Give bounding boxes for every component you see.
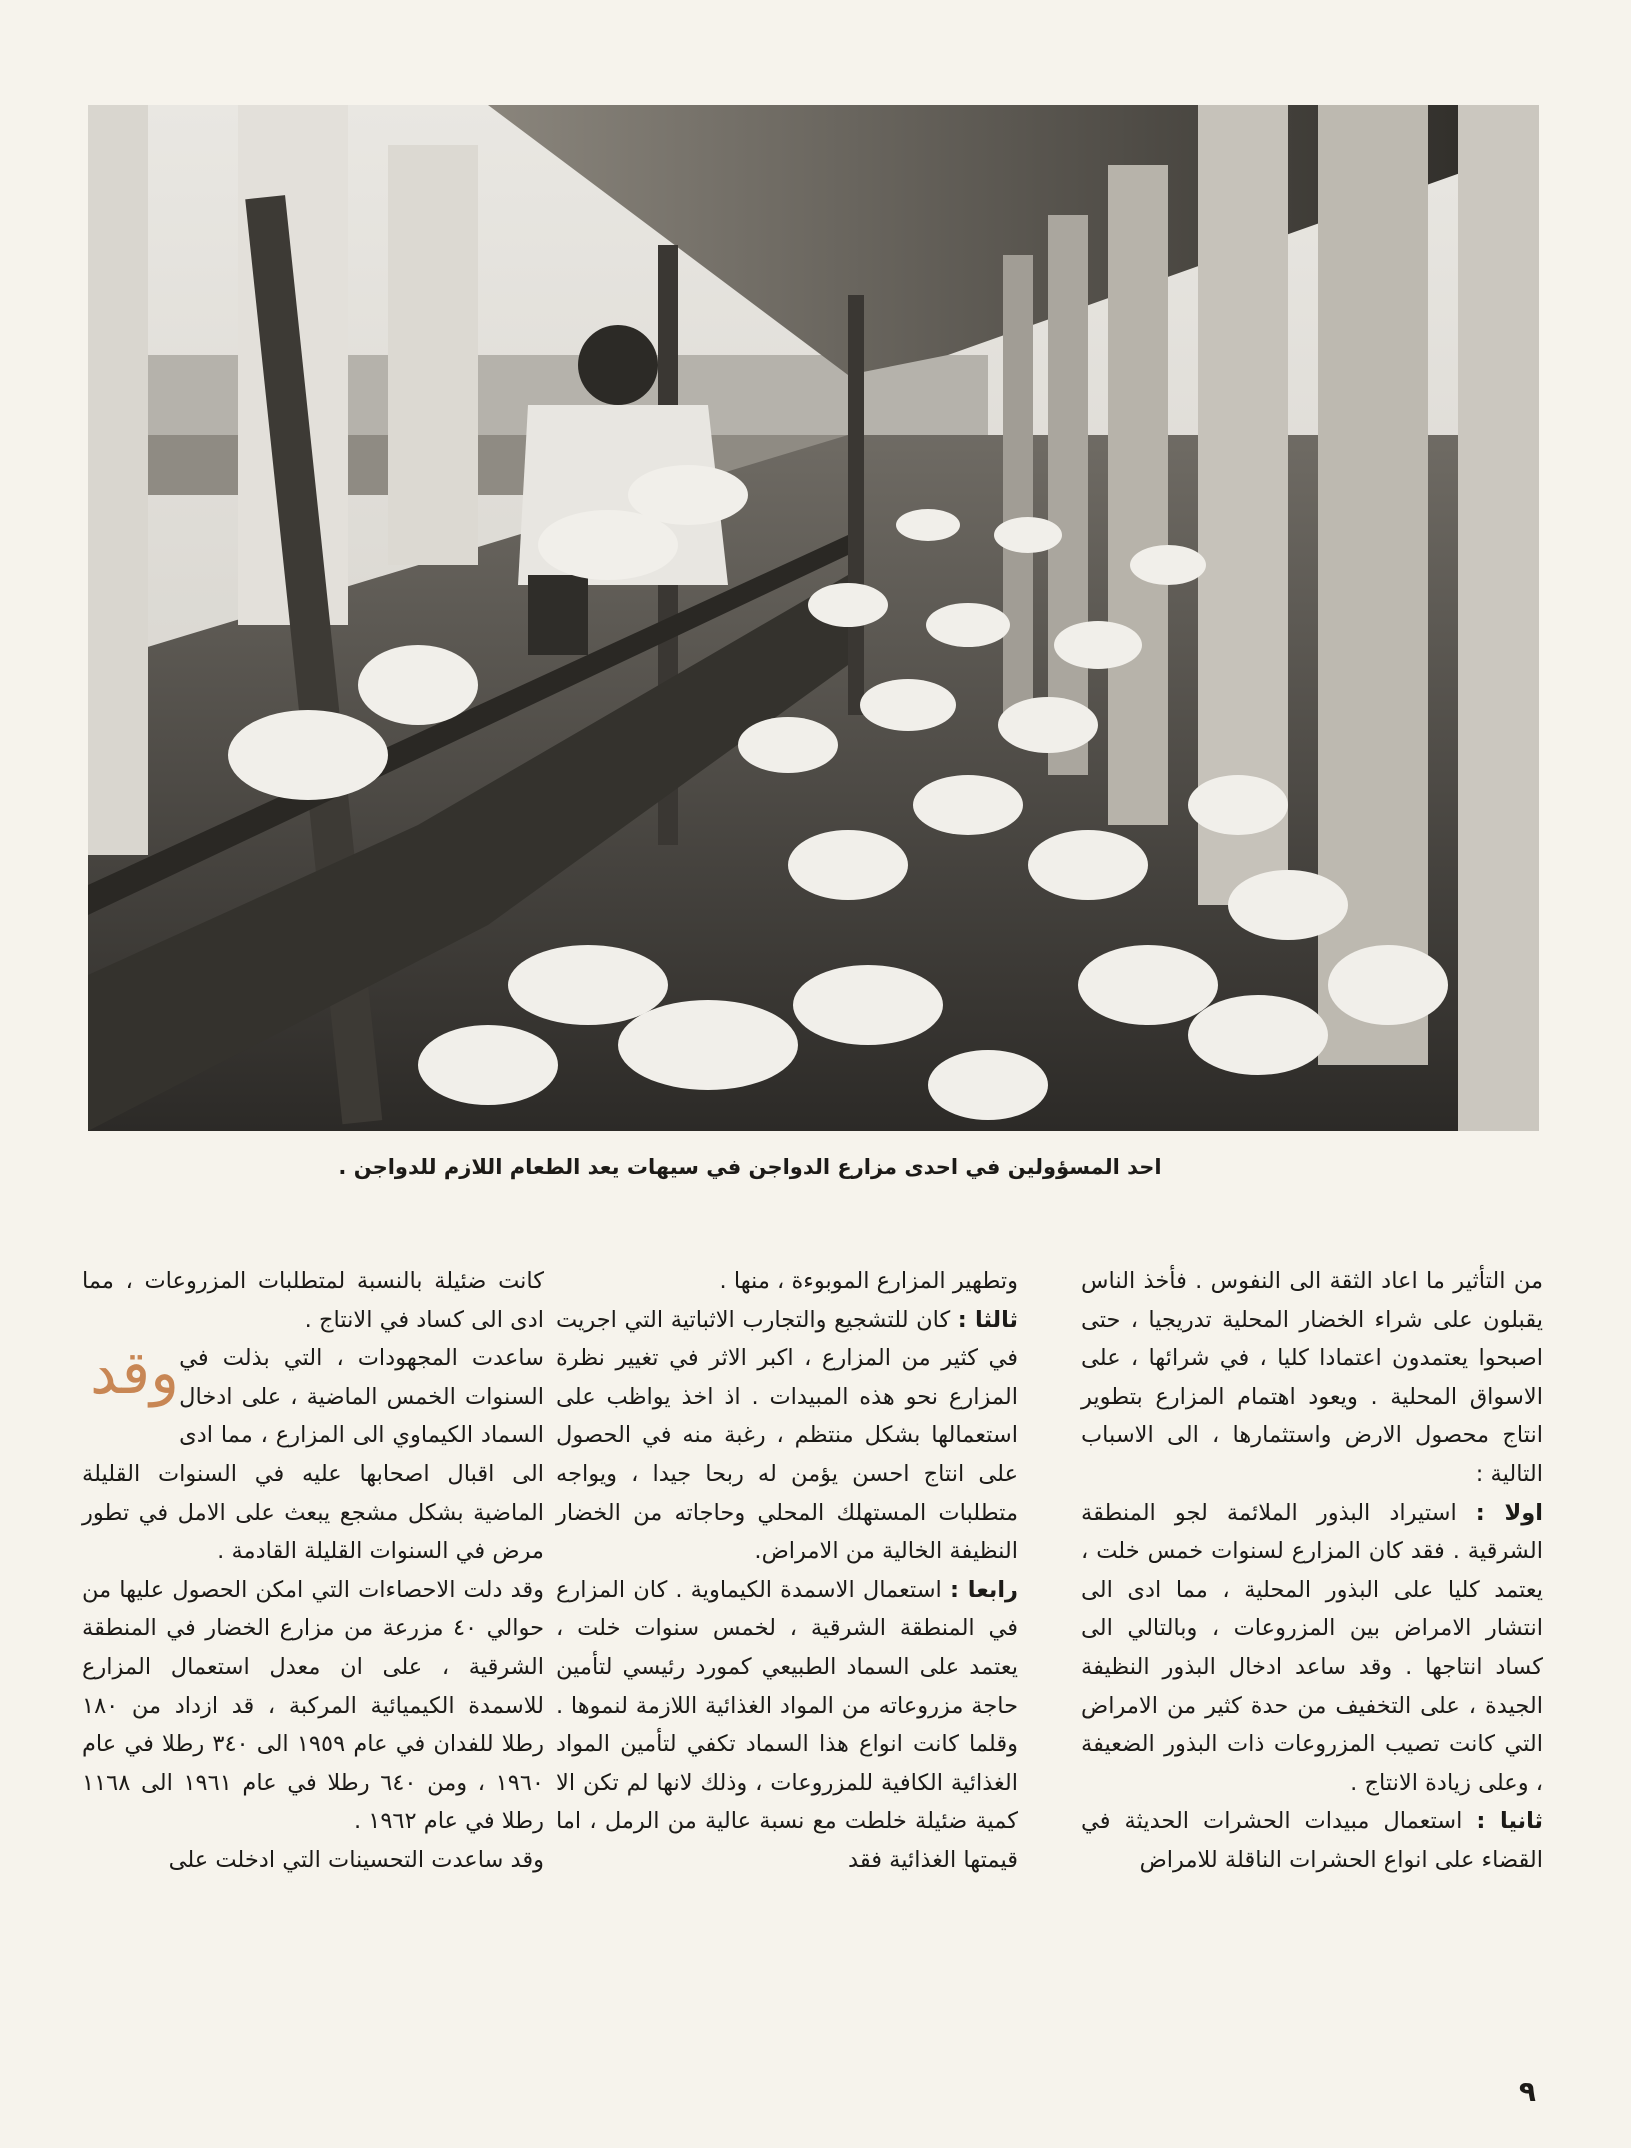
section-heading: ثالثا : — [957, 1306, 1018, 1333]
paragraph: وقد ساعدت التحسينات التي ادخلت على — [168, 1846, 544, 1873]
poultry-farm-photo — [88, 105, 1539, 1131]
section-body: كان للتشجيع والتجارب الاثباتية التي اجريت في كثير من المزارع ، اكبر الاثر في تغيير نظرة المزارع نحو هذه المبيدات . اذ اخذ يواظب على استعمالها بشكل منتظم ، رغبة منه في الحصول على انتاج احسن يؤمن له ربحا جيدا ، ويواجه متطلبات المستهلك المحلي وحاجاته من الخضار النظيفة الخالية من الامراض. — [556, 1306, 1018, 1565]
section-heading: اولا : — [1475, 1499, 1543, 1526]
photo-illustration — [88, 105, 1539, 1131]
section-second — [1081, 1802, 1543, 1879]
section-heading: ثانيا : — [1476, 1808, 1543, 1835]
column-right — [1081, 1262, 1543, 1880]
column-left — [82, 1262, 544, 1880]
paragraph: وقد دلت الاحصاءات التي امكن الحصول عليها من حوالي ٤٠ مزرعة من مزارع الخضار في المنطقة الشرقية ، على ان معدل استعمال المزارع للاسمدة الكيميائية المركبة ، قد ازداد من ١٨٠ رطلا للفدان في عام ١٩٥٩ الى ٣٤٠ رطلا في عام ١٩٦٠ ، ومن ٦٤٠ رطلا في عام ١٩٦١ الى ١١٦٨ رطلا في عام ١٩٦٢ . — [82, 1576, 545, 1835]
paragraph-body: ساعدت المجهودات ، التي بذلت في السنوات الخمس الماضية ، على ادخال السماد الكيماوي الى المزارع ، مما ادى الى اقبال اصحابها عليه في السنوات القليلة الماضية بشكل مشجع يبعث على الامل في تطور مرض في السنوات القليلة القادمة . — [82, 1345, 544, 1565]
section-heading: رابعا : — [949, 1576, 1019, 1603]
paragraph: وتطهير المزارع الموبوءة ، منها . — [719, 1268, 1018, 1294]
column-middle — [556, 1262, 1018, 1880]
dropcap-paragraph — [82, 1339, 544, 1571]
section-body: استعمال الاسمدة الكيماوية . كان المزارع في المنطقة الشرقية ، لخمس سنوات خلت ، يعتمد على السماد الطبيعي كمورد رئيسي لتأمين حاجة مزروعاته من المواد الغذائية اللازمة لنموها . وقلما كانت انواع هذا السماد تكفي لتأمين المواد الغذائية الكافية للمزروعات ، وذلك لانها لم تكن الا كمية ضئيلة خلطت مع نسبة عالية من الرمل ، اما قيمتها الغذائية فقد — [556, 1576, 1018, 1873]
section-body: استعمال مبيدات الحشرات الحديثة في القضاء على انواع الحشرات الناقلة للامراض — [1081, 1808, 1543, 1873]
section-third — [556, 1301, 1018, 1571]
section-first — [1081, 1494, 1543, 1803]
section-fourth — [556, 1571, 1018, 1880]
section-body: استيراد البذور الملائمة لجو المنطقة الشرقية . فقد كان المزارع لسنوات خمس خلت ، يعتمد كليا على البذور المحلية ، مما ادى الى انتشار الامراض بين المزروعات ، وبالتالي الى كساد انتاجها . وقد ساعد ادخال البذور النظيفة الجيدة ، على التخفيف من حدة كثير من الامراض التي كانت تصيب المزروعات ذات البذور الضعيفة ، وعلى زيادة الانتاج . — [1081, 1499, 1543, 1796]
paragraph: كانت ضئيلة بالنسبة لمتطلبات المزروعات ، مما ادى الى كساد في الانتاج . — [82, 1268, 544, 1333]
dropcap: وقد — [90, 1338, 180, 1409]
paragraph: من التأثير ما اعاد الثقة الى النفوس . فأخذ الناس يقبلون على شراء الخضار المحلية تدريجيا ، حتى اصبحوا يعتمدون اعتمادا كليا ، في شرائها ، على الاسواق المحلية . ويعود اهتمام المزارع بتطوير انتاج محصول الارض واستثمارها ، الى الاسباب التالية : — [1081, 1268, 1543, 1487]
photo-caption: احد المسؤولين في احدى مزارع الدواجن في سيهات يعد الطعام اللازم للدواجن . — [338, 1155, 1162, 1179]
page-number: ٩ — [1518, 2075, 1536, 2108]
